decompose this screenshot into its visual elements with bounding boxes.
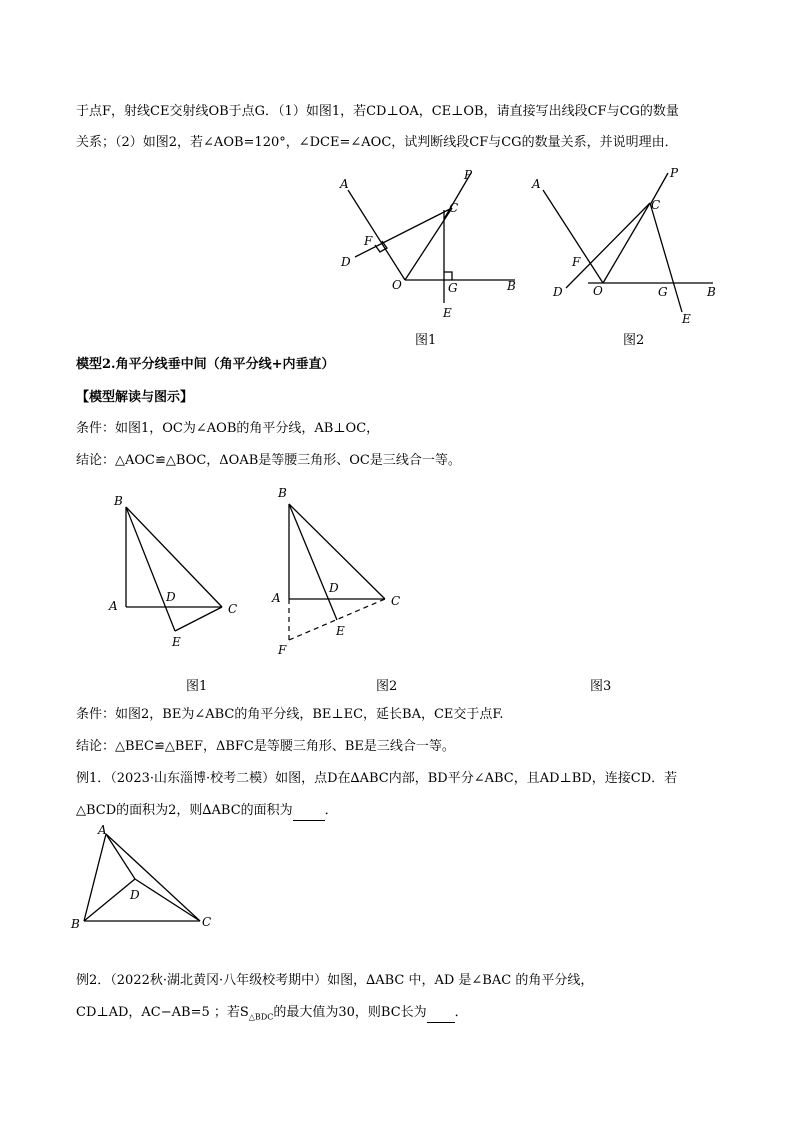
- fig2-label-C: C: [651, 198, 661, 212]
- fig2-label-D: D: [553, 285, 563, 299]
- fig1-label-P: P: [464, 168, 473, 182]
- top-figure-1: [330, 165, 530, 325]
- m2f1-label-E: E: [172, 635, 181, 649]
- m2f2-label-D: D: [329, 581, 339, 595]
- top-figure-2: [528, 165, 728, 325]
- fig2-label-P: P: [670, 166, 679, 180]
- fig1-label-C: C: [449, 201, 459, 215]
- m2f2-label-B: B: [278, 486, 287, 500]
- m2f2-label-A: A: [272, 591, 281, 605]
- m2f1-label-A: A: [109, 599, 118, 613]
- example2-line2-end: ．: [454, 1005, 468, 1020]
- example1-line2: [76, 802, 338, 821]
- model2-fig1-caption: 图1: [186, 679, 208, 694]
- fig2-label-E: E: [682, 312, 691, 326]
- fig2-label-G: G: [658, 285, 668, 299]
- problem-intro-line2: 关系；（2）如图2，若∠AOB=120°，∠DCE=∠AOC，试判断线段CF与CG的数量关系，并说明理由．: [76, 135, 678, 150]
- model2-condition1: 条件：如图1，OC为∠AOB的角平分线，AB⊥OC，: [76, 421, 380, 436]
- fig1-label-F: F: [364, 234, 373, 248]
- top-fig1-caption: 图1: [415, 333, 437, 348]
- fig1-label-G: G: [448, 281, 458, 295]
- m2f1-label-C: C: [228, 602, 238, 616]
- example2-line2-text: CD⊥AD，AC−AB=5 ；若S: [76, 1005, 249, 1020]
- model2-conclusion2: 结论：△BEC≌△BEF，ΔBFC是等腰三角形、BE是三线合一等。: [76, 739, 455, 754]
- example2-line2-rest: 的最大值为30，则BC长为: [273, 1005, 427, 1020]
- example2-line2: [76, 1004, 468, 1027]
- ex1-label-D: D: [130, 888, 140, 902]
- ex1-label-B: B: [71, 917, 80, 931]
- fig2-label-B: B: [707, 285, 716, 299]
- ex1-label-C: C: [202, 915, 212, 929]
- example1-answer-blank[interactable]: [293, 802, 325, 821]
- fig1-label-A: A: [340, 177, 349, 191]
- m2f1-label-D: D: [166, 590, 176, 604]
- example1-line2-end: ．: [324, 803, 338, 818]
- model2-figure-2: [270, 480, 430, 660]
- m2f2-label-C: C: [391, 594, 401, 608]
- model2-conclusion1: 结论：△AOC≌△BOC，ΔOAB是等腰三角形、OC是三线合一等。: [76, 453, 461, 468]
- m2f2-label-F: F: [278, 643, 287, 657]
- fig1-label-D: D: [341, 255, 351, 269]
- fig1-label-B: B: [507, 279, 516, 293]
- fig2-label-O: O: [593, 284, 603, 298]
- model2-fig2-caption: 图2: [376, 679, 398, 694]
- fig1-label-O: O: [392, 278, 402, 292]
- fig2-label-A: A: [532, 177, 541, 191]
- example1-line1: 例1．（2023·山东淄博·校考二模）如图，点D在∆ABC内部，BD平分∠ABC，且AD⊥BD，连接CD．若: [76, 771, 678, 786]
- model2-subheading: 【模型解读与图示】: [76, 390, 194, 405]
- example2-line1: 例2．（2022秋·湖北黄冈·八年级校考期中）如图，∆ABC 中，AD 是∠BAC 的角平分线，: [76, 973, 594, 988]
- fig2-label-F: F: [572, 255, 581, 269]
- model2-heading: 模型2.角平分线垂中间（角平分线+内垂直）: [76, 357, 335, 372]
- model2-fig3-caption: 图3: [590, 679, 612, 694]
- m2f2-label-E: E: [336, 624, 345, 638]
- example1-figure: [68, 824, 228, 934]
- ex1-label-A: A: [98, 823, 107, 837]
- problem-intro-line1: 于点F，射线CE交射线OB于点G．（1）如图1，若CD⊥OA，CE⊥OB，请直接写出线段CF与CG的数量: [76, 104, 679, 119]
- example2-answer-blank[interactable]: [427, 1004, 455, 1023]
- model2-condition2: 条件：如图2，BE为∠ABC的角平分线，BE⊥EC，延长BA，CE交于点F.: [76, 707, 504, 722]
- m2f1-label-B: B: [114, 494, 123, 508]
- top-fig2-caption: 图2: [623, 333, 645, 348]
- example2-line2-sub: △BDC: [248, 1012, 274, 1022]
- fig1-label-E: E: [443, 306, 452, 320]
- example1-line2-text: △BCD的面积为2，则∆ABC的面积为: [76, 803, 293, 818]
- model2-figure-1: [100, 488, 260, 658]
